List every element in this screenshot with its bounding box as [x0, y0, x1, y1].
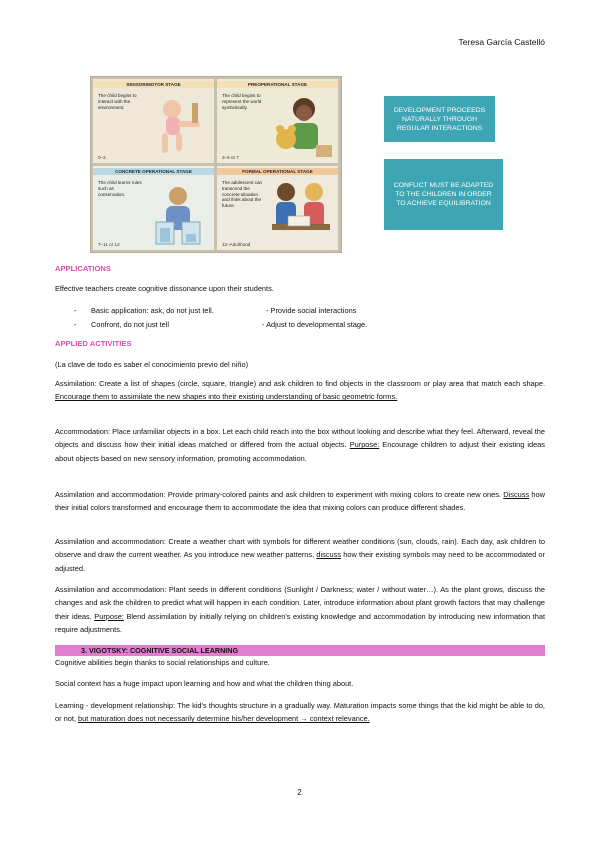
- adolescents-illustration: [264, 178, 336, 248]
- bullet-dash: -: [74, 320, 77, 329]
- vigotsky-heading: 3. VIGOTSKY: COGNITIVE SOCIAL LEARNING: [81, 646, 239, 655]
- text-run: how their existing symbols may need to be accommodated or adjusted.: [55, 550, 545, 573]
- panel-text: The child begins to represent the world symbolically.: [222, 93, 262, 110]
- accommodation-paragraph: [55, 425, 545, 465]
- underlined-text: Purpose:: [349, 440, 380, 450]
- bullet-confront: Confront, do not just tell: [91, 320, 170, 329]
- underlined-text: Purpose:: [94, 611, 124, 621]
- underlined-text: but maturation does not necessarily determine his/her development → context relevance.: [78, 714, 370, 724]
- text-run: Accommodation: Place unfamiliar objects in a box. Let each child reach into the box without looking and describe what they feel. Afterward, reveal the objects and discuss how their initial ideas matched or differed from the actual objects.: [55, 427, 545, 450]
- bullet-developmental-stage: - Adjust to developmental stage.: [262, 320, 368, 329]
- underlined-text: Discuss: [503, 490, 530, 499]
- underlined-text: Encourage them to assimilate the new shapes into their existing understanding of basic geometric forms.: [55, 392, 398, 402]
- learning-development-paragraph: [55, 699, 545, 726]
- bullet-basic-application: Basic application: ask, do not just tell.: [91, 306, 214, 315]
- conflict-adapted-box: CONFLICT MUST BE ADAPTED TO THE CHILDREN IN ORDER TO ACHIEVE EQUILIBRATION: [384, 159, 503, 230]
- applications-heading: APPLICATIONS: [55, 264, 111, 273]
- bullet-social-interactions: - Provide social interactions: [266, 306, 357, 315]
- text-run: how their initial colors transformed and encourage them to accommodate the idea that mixing colors can produce different shades.: [55, 490, 545, 513]
- applied-activities-heading: APPLIED ACTIVITIES: [55, 339, 132, 348]
- baby-illustration: [142, 95, 212, 161]
- assimilation-paragraph: [55, 377, 545, 404]
- panel-age: 12–Adulthood: [222, 242, 251, 247]
- development-proceeds-box: DEVELOPMENT PROCEEDS NATURALLY THROUGH REGULAR INTERACTIONS: [384, 96, 495, 142]
- figure-panel-sensorimotor: [93, 79, 214, 163]
- text-run: Assimilation and accommodation: Create a weather chart with symbols for different weather conditions (sun, clouds, rain). Each day, ask children to observe and draw the current weather. As you introduce new weather patterns,: [55, 537, 545, 560]
- text-run: Assimilation and accommodation: Plant seeds in different conditions (Sunlight / Darkness; water / without water…). As the plant grows, discuss the changes and ask the children to predict what will happen in each condition. Later, introduce information about plant growth factors that may challenge their ideas.: [55, 585, 545, 621]
- panel-title: FORMAL OPERATIONAL STAGE: [217, 168, 338, 175]
- bullet-dash: -: [74, 306, 77, 315]
- panel-text: The adolescent can transcend the concrete situation and think about the future.: [222, 180, 263, 209]
- child-with-bear-illustration: [266, 93, 336, 161]
- text-run: Assimilation: Create a list of shapes (circle, square, triangle) and ask children to find objects in the classroom or play area that match each shape.: [55, 379, 545, 388]
- text-run: Learning - development relationship: The kid's thoughts structure in a gradually way. Maturation impacts some things that the kid might be able to do, or not,: [55, 701, 545, 724]
- plant-seeds-paragraph: [55, 583, 545, 637]
- text-run: Blend assimilation by initially relying on children's existing knowledge and accommodation by introducing new information that require adjustments.: [55, 611, 545, 635]
- weather-paragraph: [55, 535, 545, 575]
- page-number: 2: [297, 788, 302, 797]
- paints-paragraph: [55, 488, 545, 515]
- panel-age: 7–11 or 12: [98, 242, 120, 247]
- piaget-stages-figure: [90, 76, 342, 253]
- text-run: Encourage children to adjust their existing ideas about objects based on new sensory information, promoting accommodation.: [55, 440, 545, 463]
- text-run: Assimilation and accommodation: Provide primary-colored paints and ask children to experiment with mixing colors to create new ones.: [55, 490, 504, 499]
- figure-panel-formal-operational: [217, 166, 338, 250]
- vigotsky-heading-bar: [55, 645, 545, 656]
- figure-panel-concrete-operational: [93, 166, 214, 250]
- figure-panel-preoperational: [217, 79, 338, 163]
- panel-title: PREOPERATIONAL STAGE: [217, 81, 338, 88]
- panel-text: The child learns rules such as conservation.: [98, 180, 142, 197]
- panel-age: 0–2: [98, 155, 106, 160]
- applied-note: (La clave de todo es saber el conocimiento previo del niño): [55, 360, 249, 369]
- panel-title: CONCRETE OPERATIONAL STAGE: [93, 168, 214, 175]
- social-context-text: Social context has a huge impact upon learning and how and what the children thing about.: [55, 679, 354, 688]
- panel-age: 3–6 or 7: [222, 155, 239, 160]
- applications-intro: Effective teachers create cognitive dissonance upon their students.: [55, 284, 274, 293]
- child-with-glasses-illustration: [142, 182, 212, 248]
- cognitive-abilities-text: Cognitive abilities begin thanks to social relationships and culture.: [55, 658, 270, 667]
- underlined-text: discuss: [316, 550, 342, 560]
- panel-text: The child begins to interact with the environment.: [98, 93, 137, 110]
- author-name: Teresa García Castelló: [458, 37, 545, 47]
- panel-title: SENSORIMOTOR STAGE: [93, 81, 214, 88]
